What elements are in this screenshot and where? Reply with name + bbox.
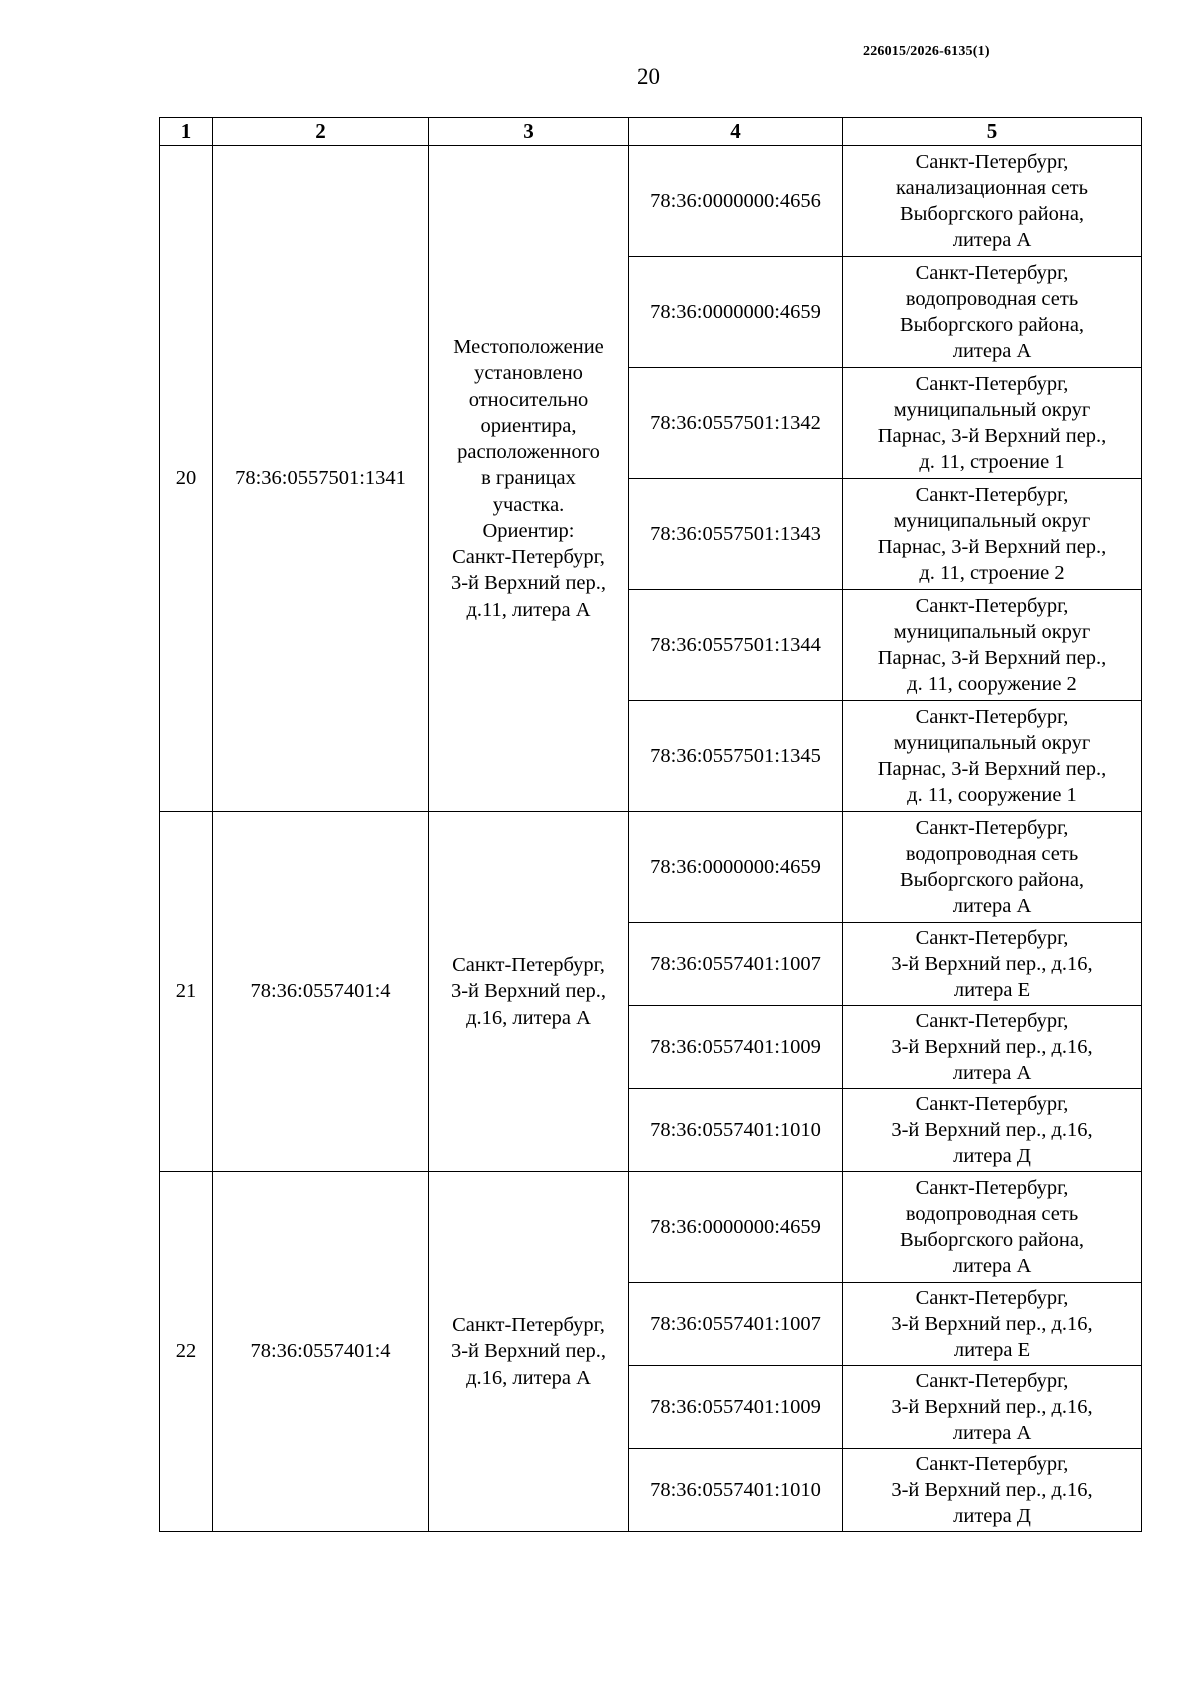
object-cadastral-number: 78:36:0000000:4659 xyxy=(629,257,843,368)
object-cadastral-number: 78:36:0557501:1344 xyxy=(629,590,843,701)
table-row xyxy=(160,1172,1142,1283)
object-address: Санкт-Петербург, 3-й Верхний пер., д.16, литера Е xyxy=(843,923,1142,1006)
row-number: 20 xyxy=(160,146,213,812)
parcel-location: Местоположение установлено относительно ориентира, расположенного в границах участка. Ориентир: Санкт-Петербург, 3-й Верхний пер., д.11, литера А xyxy=(429,146,629,812)
object-address: Санкт-Петербург, водопроводная сеть Выборгского района, литера А xyxy=(843,1172,1142,1283)
document-number: 226015/2026-6135(1) xyxy=(863,44,990,59)
object-cadastral-number: 78:36:0557401:1010 xyxy=(629,1089,843,1172)
parcel-cadastral-number: 78:36:0557401:4 xyxy=(213,1172,429,1532)
object-address: Санкт-Петербург, 3-й Верхний пер., д.16, литера А xyxy=(843,1006,1142,1089)
object-cadastral-number: 78:36:0557501:1345 xyxy=(629,701,843,812)
record-group-22 xyxy=(160,1172,1142,1532)
table-row xyxy=(160,146,1142,257)
column-header: 2 xyxy=(213,118,429,146)
row-number: 21 xyxy=(160,812,213,1172)
object-cadastral-number: 78:36:0557501:1343 xyxy=(629,479,843,590)
column-header: 1 xyxy=(160,118,213,146)
object-address: Санкт-Петербург, муниципальный округ Парнас, 3-й Верхний пер., д. 11, сооружение 1 xyxy=(843,701,1142,812)
record-group-21 xyxy=(160,812,1142,1172)
object-cadastral-number: 78:36:0000000:4659 xyxy=(629,812,843,923)
object-cadastral-number: 78:36:0000000:4659 xyxy=(629,1172,843,1283)
object-address: Санкт-Петербург, 3-й Верхний пер., д.16, литера Д xyxy=(843,1089,1142,1172)
column-header: 3 xyxy=(429,118,629,146)
object-cadastral-number: 78:36:0000000:4656 xyxy=(629,146,843,257)
object-address: Санкт-Петербург, 3-й Верхний пер., д.16, литера А xyxy=(843,1366,1142,1449)
column-header: 5 xyxy=(843,118,1142,146)
row-number: 22 xyxy=(160,1172,213,1532)
parcel-cadastral-number: 78:36:0557401:4 xyxy=(213,812,429,1172)
object-address: Санкт-Петербург, водопроводная сеть Выборгского района, литера А xyxy=(843,257,1142,368)
registry-table xyxy=(159,117,1142,1532)
object-address: Санкт-Петербург, канализационная сеть Выборгского района, литера А xyxy=(843,146,1142,257)
object-cadastral-number: 78:36:0557401:1007 xyxy=(629,923,843,1006)
object-cadastral-number: 78:36:0557401:1009 xyxy=(629,1006,843,1089)
object-address: Санкт-Петербург, 3-й Верхний пер., д.16, литера Д xyxy=(843,1449,1142,1532)
object-address: Санкт-Петербург, муниципальный округ Парнас, 3-й Верхний пер., д. 11, строение 2 xyxy=(843,479,1142,590)
object-address: Санкт-Петербург, водопроводная сеть Выборгского района, литера А xyxy=(843,812,1142,923)
table-row xyxy=(160,812,1142,923)
object-address: Санкт-Петербург, муниципальный округ Парнас, 3-й Верхний пер., д. 11, сооружение 2 xyxy=(843,590,1142,701)
object-address: Санкт-Петербург, муниципальный округ Парнас, 3-й Верхний пер., д. 11, строение 1 xyxy=(843,368,1142,479)
parcel-location: Санкт-Петербург, 3-й Верхний пер., д.16, литера А xyxy=(429,812,629,1172)
header-row xyxy=(160,118,1142,146)
page-number: 20 xyxy=(637,64,660,89)
object-cadastral-number: 78:36:0557401:1007 xyxy=(629,1283,843,1366)
object-cadastral-number: 78:36:0557501:1342 xyxy=(629,368,843,479)
parcel-location: Санкт-Петербург, 3-й Верхний пер., д.16, литера А xyxy=(429,1172,629,1532)
column-header: 4 xyxy=(629,118,843,146)
object-cadastral-number: 78:36:0557401:1010 xyxy=(629,1449,843,1532)
parcel-cadastral-number: 78:36:0557501:1341 xyxy=(213,146,429,812)
object-cadastral-number: 78:36:0557401:1009 xyxy=(629,1366,843,1449)
record-group-20 xyxy=(160,146,1142,812)
object-address: Санкт-Петербург, 3-й Верхний пер., д.16, литера Е xyxy=(843,1283,1142,1366)
